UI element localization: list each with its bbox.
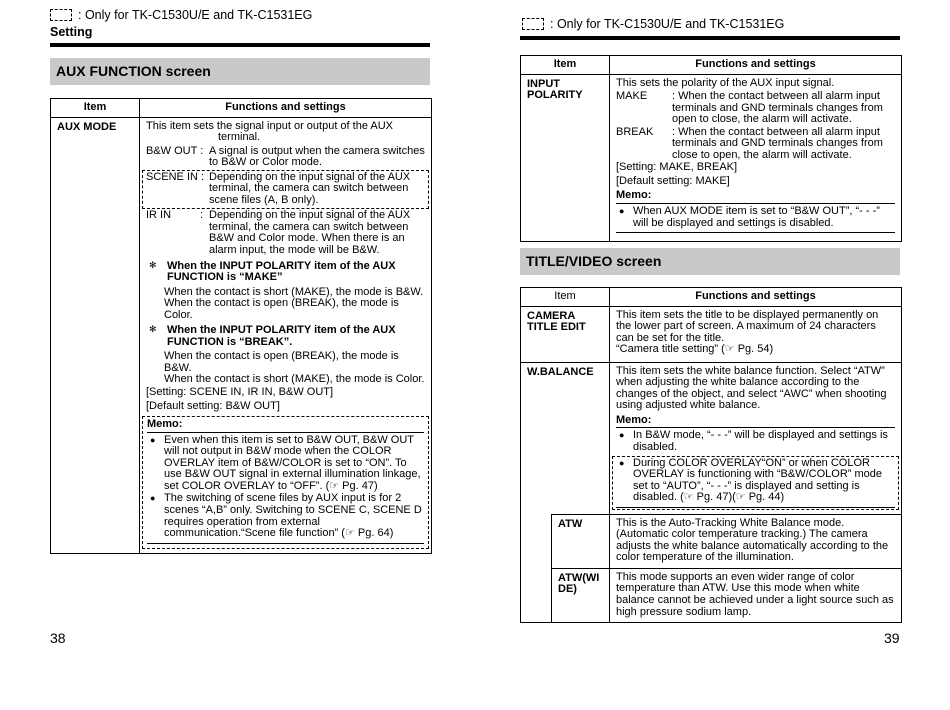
option-break: BREAK : When the contact between all alarm input terminals and GND terminals changes from close to open, the alarm will activate. xyxy=(616,125,883,161)
model-only-box xyxy=(142,170,429,210)
column-header-item: Item xyxy=(51,99,140,118)
table-row xyxy=(521,362,902,514)
default-setting: [Default setting: MAKE] xyxy=(616,174,730,187)
option-scene-in: SCENE IN : Depending on the input signal of the AUX terminal, the camera can switch between scene files (A, B only). xyxy=(146,170,411,206)
row-item-atw-wide: ATW(WI DE) xyxy=(552,568,610,622)
screen-title-bar: TITLE/VIDEO screen xyxy=(520,248,900,275)
option-bw-out: B&W OUT : A signal is output when the camera switches to B&W or Color mode. xyxy=(146,144,425,169)
row-item-input-polarity: INPUT POLARITY xyxy=(521,74,610,242)
dashed-box-icon xyxy=(50,9,72,21)
memo-title: Memo: xyxy=(147,418,183,431)
row-item-white-balance: W.BALANCE xyxy=(521,362,610,514)
break-description-1: When the contact is open (BREAK), the mode is B&W. xyxy=(164,350,399,374)
break-heading: ✻ When the INPUT POLARITY item of the AUX FUNCTION is “BREAK”. xyxy=(146,325,425,348)
memo-box xyxy=(616,190,895,233)
memo-box xyxy=(142,416,429,548)
memo-end-rule xyxy=(616,232,895,233)
memo-item: ● During COLOR OVERLAY“ON” or when COLOR OVERLAY is functioning with “B&W/COLOR” mode set to “AUTO”, “- - -” is displayed and setting is disabled. (☞ Pg. 47)(☞ Pg. 44) xyxy=(616,458,895,504)
model-note: : Only for TK-C1530U/E and TK-C1531EG xyxy=(50,8,312,22)
column-header-item: Item xyxy=(521,56,610,75)
row-functions: This sets the polarity of the AUX input signal. MAKE : When the contact between all alarm input terminals and GND terminals changes from open to close, the alarm will activate. BREAK : When the contact between all alarm input terminals and GND terminals changes from close to open, the alarm will activate. [Setting: MAKE, BREAK] [Default setting: MAKE] Memo: ● When AUX MODE item is set to “B&W OUT”, “- - -” will be displayed and settings is disabled. xyxy=(610,74,902,242)
table-row xyxy=(521,306,902,362)
bullet-icon: ● xyxy=(619,430,625,441)
model-note: : Only for TK-C1530U/E and TK-C1531EG xyxy=(522,17,784,31)
table-row xyxy=(521,514,902,568)
row-item-aux-mode: AUX MODE xyxy=(51,117,140,553)
option-make: MAKE : When the contact between all alarm input terminals and GND terminals changes from open to close, the alarm will activate. xyxy=(616,90,883,126)
table-row xyxy=(51,117,432,553)
input-polarity-table xyxy=(520,55,902,242)
row-functions: This item sets the title to be displayed permanently on the lower part of screen. A maximum of 24 characters can be set for the title. “Camera title setting” (☞ Pg. 54) xyxy=(610,306,902,362)
memo-rule xyxy=(147,432,424,433)
page-number: 39 xyxy=(884,630,900,646)
setting-values: [Setting: MAKE, BREAK] xyxy=(616,161,738,174)
table-row xyxy=(521,74,902,242)
asterisk-icon: ✻ xyxy=(149,259,157,270)
memo-rule xyxy=(616,427,895,428)
header-rule xyxy=(50,43,430,47)
default-setting: [Default setting: B&W OUT] xyxy=(146,399,280,412)
setting-values: [Setting: SCENE IN, IR IN, B&W OUT] xyxy=(146,386,334,399)
memo-rule xyxy=(616,203,895,204)
memo-item: ● The switching of scene files by AUX input is for 2 scenes “A,B” only. Switching to SCENE C, SCENE D requires operation from external communication.“Scene file function” (☞ Pg. 64) xyxy=(147,493,424,539)
row-item-camera-title-edit: CAMERA TITLE EDIT xyxy=(521,306,610,362)
option-ir-in: IR IN : Depending on the input signal of the AUX terminal, the camera can switch between B&W and Color mode. When there is an alarm input, the mode will be B&W. xyxy=(146,209,411,257)
bullet-icon: ● xyxy=(150,493,156,504)
memo-item: ● In B&W mode, “- - -” will be displayed and settings is disabled. xyxy=(616,430,895,453)
page-number: 38 xyxy=(50,630,66,646)
memo-end-rule xyxy=(616,507,895,508)
right-page xyxy=(475,0,950,710)
row-functions: This is the Auto-Tracking White Balance mode. (Automatic color temperature tracking.) The camera adjusts the white balance automatically according to the color temperature of the illumination. xyxy=(610,514,902,568)
column-header-item: Item xyxy=(521,288,610,307)
make-heading: ✻ When the INPUT POLARITY item of the AUX FUNCTION is “MAKE” xyxy=(146,261,425,284)
title-video-table xyxy=(520,287,902,623)
header-rule xyxy=(520,36,900,40)
memo-end-rule xyxy=(147,543,424,544)
break-description-2: When the contact is short (MAKE), the mode is Color. xyxy=(164,373,425,386)
column-header-functions: Functions and settings xyxy=(140,99,432,118)
bullet-icon: ● xyxy=(150,434,156,445)
column-header-functions: Functions and settings xyxy=(610,56,902,75)
dashed-box-icon xyxy=(522,18,544,30)
bullet-icon: ● xyxy=(619,457,625,468)
row-functions: This mode supports an even wider range of color temperature than ATW. Use this mode when white balance cannot be achieved under a light source such as high pressure sodium lamp. xyxy=(610,568,902,622)
column-header-functions: Functions and settings xyxy=(610,288,902,307)
memo-title: Memo: xyxy=(616,413,652,426)
section-heading: Setting xyxy=(50,25,93,39)
aux-function-table xyxy=(50,98,432,554)
memo-title: Memo: xyxy=(616,189,652,202)
screen-title-bar: AUX FUNCTION screen xyxy=(50,58,430,85)
make-description: When the contact is short (MAKE), the mode is B&W. When the contact is open (BREAK), the mode is Color. xyxy=(164,285,424,321)
row-functions: This item sets the white balance function. Select “ATW” when adjusting the white balance according to the changes of the object, and select “AWC” when shooting using adjusted white balance. Memo: ● In B&W mode, “- - -” will be displayed and settings is disabled. ● During COLOR OVERLAY“ON” or when COLOR OVERLAY is functioning with “B&W/COLOR” mode set to “AUTO”, “- - -” is displayed and setting is disabled. (☞ Pg. 47)(☞ Pg. 44) xyxy=(610,362,902,514)
model-only-box xyxy=(612,456,899,510)
row-item-atw: ATW xyxy=(552,514,610,568)
row-functions: This item sets the signal input or output of the AUX terminal. B&W OUT : A signal is output when the camera switches to B&W or Color mode. SCENE IN : Depending on the input signal of the AUX terminal, the camera can switch between scene files (A, B only). IR IN : Depending on the input signal of the AUX terminal, the camera can switch between B&W and Color mode. When there is an alarm input, the mode will be B&W. ✻ When the INPUT POLARITY item of the AUX FUNCTION is “MAKE” When the contact is short (MAKE), the mode is B&W. When the contact is open (BREAK), the mode is Color. ✻ When the INPUT POLARITY item of the AUX FUNCTION is “BREAK”. When the contact is open (BREAK), the mode is B&W. When the contact is short (MAKE), the mode is Color. [Setting: SCENE IN, IR IN, B&W OUT] [Default setting: B&W OUT] Memo: ● Even when this item is set to B&W OUT, B&W OUT will not output in B&W mode when the COLOR OVERLAY item of B&W/COLOR is set to “ON”. To use B&W OUT signal in external illumination linkage, set COLOR OVERLAY to “OFF”. (☞ Pg. 47) ● The switching of scene files by AUX input is for 2 scenes “A,B” only. Switching to SCENE C, SCENE D requires operation from external communication.“Scene file function” (☞ Pg. 64) xyxy=(140,117,432,553)
bullet-icon: ● xyxy=(619,206,625,217)
asterisk-icon: ✻ xyxy=(149,324,157,335)
memo-item: ● Even when this item is set to B&W OUT, B&W OUT will not output in B&W mode when the COLOR OVERLAY item of B&W/COLOR is set to “ON”. To use B&W OUT signal in external illumination linkage, set COLOR OVERLAY to “OFF”. (☞ Pg. 47) xyxy=(147,435,424,493)
memo-item: ● When AUX MODE item is set to “B&W OUT”, “- - -” will be displayed and settings is disabled. xyxy=(616,206,895,229)
memo-box xyxy=(616,415,895,510)
table-row xyxy=(521,568,902,622)
